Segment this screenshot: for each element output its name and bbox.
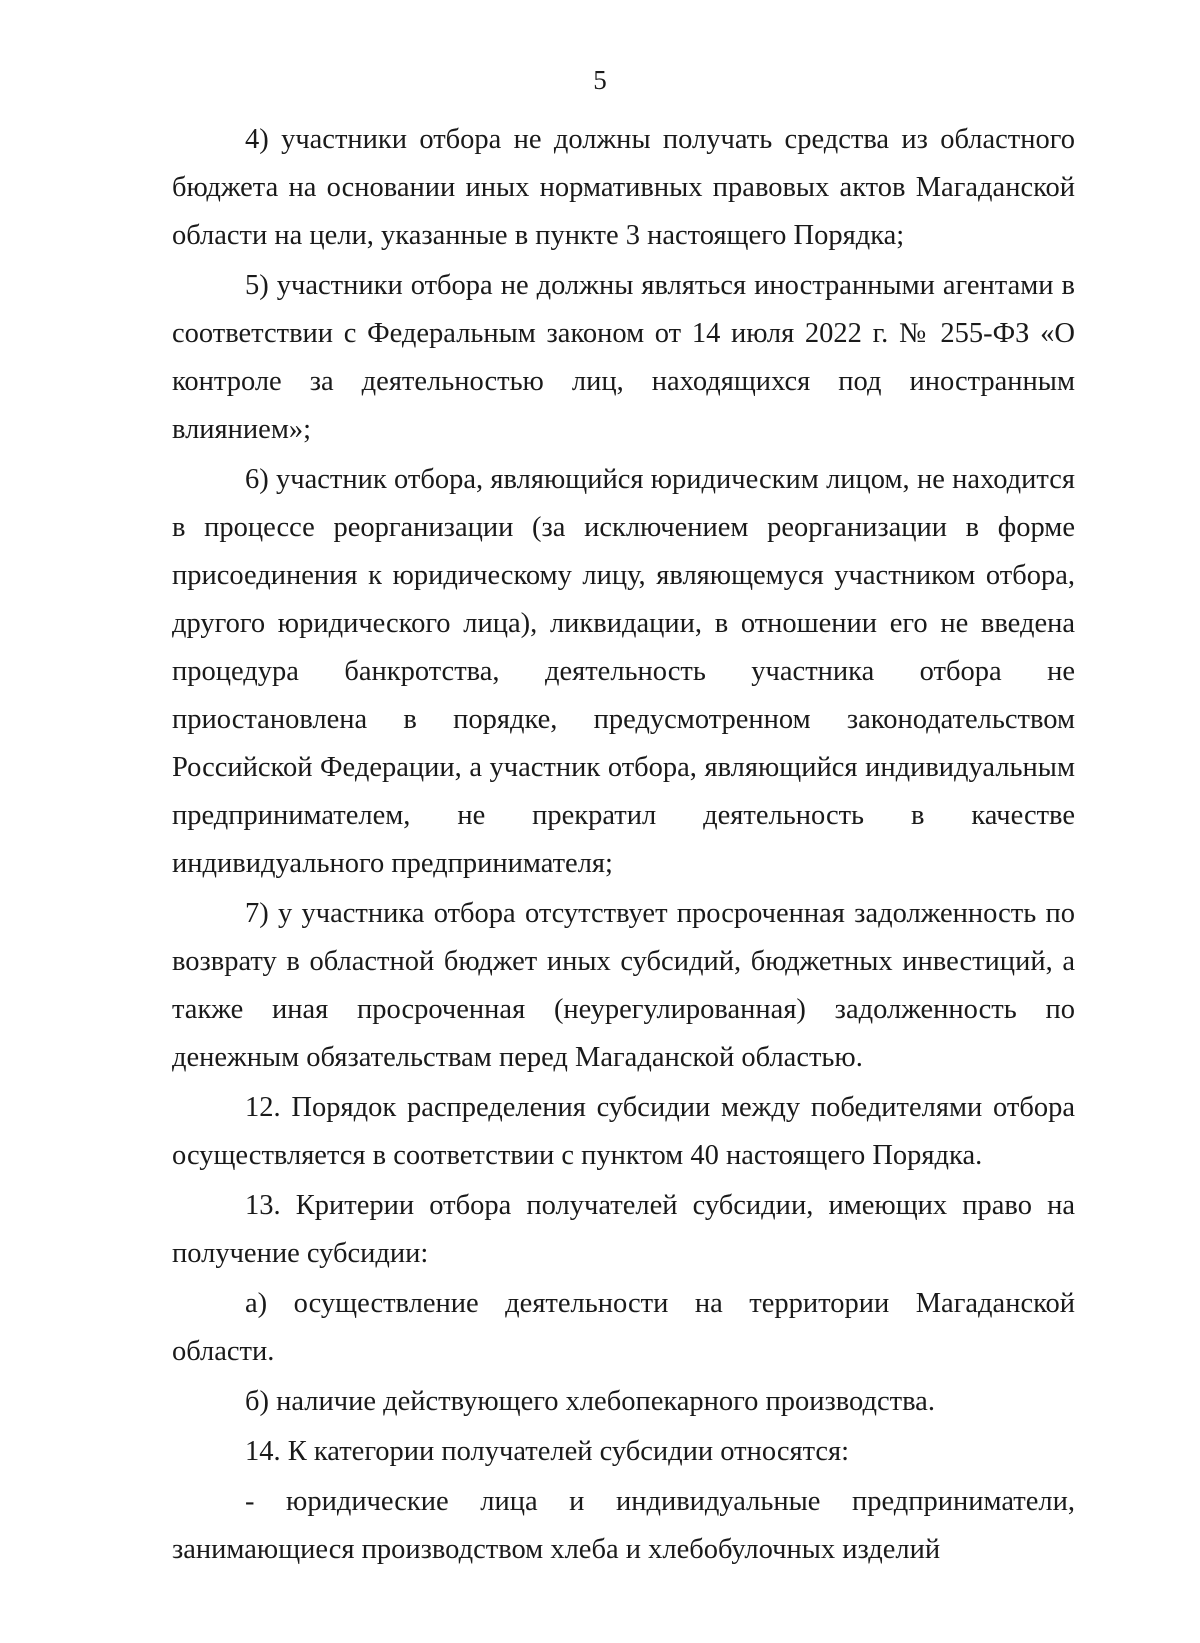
paragraph-clause-13: 13. Критерии отбора получателей субсидии, имеющих право на получение субсидии: xyxy=(172,1190,1075,1269)
paragraph-item-5: 5) участники отбора не должны являться иностранными агентами в соответствии с Федеральным законом от 14 июля 2022 г. № 255-ФЗ «О контроле за деятельностью лиц, находящихся под иностранным влиянием»; xyxy=(172,270,1075,445)
paragraph-item-7: 7) у участника отбора отсутствует просроченная задолженность по возврату в областной бюджет иных субсидий, бюджетных инвестиций, а также иная просроченная (неурегулированная) задолженность по денежным обязательствам перед Магаданской областью. xyxy=(172,898,1075,1073)
page-number: 5 xyxy=(593,65,607,95)
paragraph-criterion-a: а) осуществление деятельности на территории Магаданской области. xyxy=(172,1288,1075,1367)
document-body xyxy=(172,116,1075,1574)
paragraph-criterion-b: б) наличие действующего хлебопекарного производства. xyxy=(245,1386,935,1417)
paragraph-category-bullet: - юридические лица и индивидуальные предприниматели, занимающиеся производством хлеба и хлебобулочных изделий xyxy=(172,1486,1075,1565)
paragraph-clause-12: 12. Порядок распределения субсидии между победителями отбора осуществляется в соответствии с пунктом 40 настоящего Порядка. xyxy=(172,1092,1075,1171)
paragraph-item-4: 4) участники отбора не должны получать средства из областного бюджета на основании иных нормативных правовых актов Магаданской области на цели, указанные в пункте 3 настоящего Порядка; xyxy=(172,124,1075,251)
paragraph-clause-14: 14. К категории получателей субсидии относятся: xyxy=(245,1436,850,1467)
paragraph-item-6: 6) участник отбора, являющийся юридическим лицом, не находится в процессе реорганизации (за исключением реорганизации в форме присоединения к юридическому лицу, являющемуся участником отбора, другого юридического лица), ликвидации, в отношении его не введена процедура банкротства, деятельность участника отбора не приостановлена в порядке, предусмотренном законодательством Российской Федерации, а участник отбора, являющийся индивидуальным предпринимателем, не прекратил деятельность в качестве индивидуального предпринимателя; xyxy=(172,464,1075,879)
